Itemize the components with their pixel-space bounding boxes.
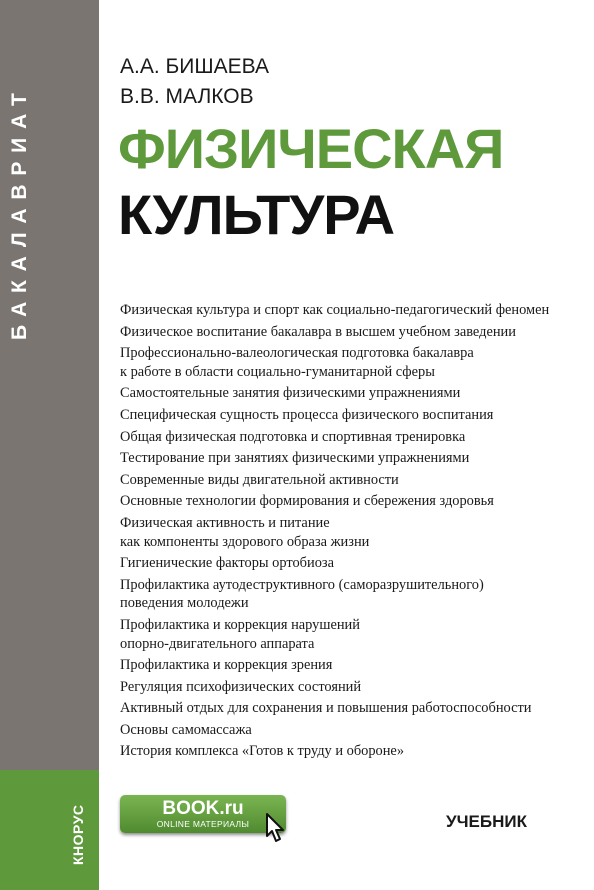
- toc-item-continuation: опорно-двигательного аппарата: [120, 635, 315, 652]
- toc-item: Профилактика аутодеструктивного (саморазрушительного): [120, 576, 484, 593]
- toc-item: Регуляция психофизических состояний: [120, 678, 362, 695]
- book-ru-logo-text: BOOK.ru: [162, 798, 244, 819]
- author-2: В.В. МАЛКОВ: [120, 85, 254, 108]
- toc-item: Физическая культура и спорт как социально-педагогический феномен: [120, 302, 550, 318]
- book-type-label: УЧЕБНИК: [446, 812, 527, 831]
- authors: [120, 52, 269, 112]
- toc-item: Физическое воспитание бакалавра в высшем учебном заведении: [120, 323, 516, 340]
- toc-item: Основные технологии формирования и сбережения здоровья: [120, 493, 494, 510]
- book-ru-button[interactable]: [120, 795, 286, 833]
- toc-item-continuation: к работе в области социально-гуманитарной сферы: [120, 363, 435, 380]
- toc-item: Современные виды двигательной активности: [120, 471, 399, 488]
- book-title: [118, 116, 503, 248]
- online-materials-text: ONLINE МАТЕРИАЛЫ: [156, 819, 250, 829]
- toc-item: Тестирование при занятиях физическими упражнениями: [120, 450, 470, 467]
- title-line-2: КУЛЬТУРА: [118, 183, 395, 246]
- title-line-1: ФИЗИЧЕСКАЯ: [118, 117, 504, 180]
- toc-item-continuation: поведения молодежи: [120, 595, 249, 612]
- toc-item: Гигиенические факторы ортобиоза: [120, 555, 334, 572]
- toc-item: Профессионально-валеологическая подготовка бакалавра: [120, 345, 474, 362]
- toc-item: История комплекса «Готов к труду и обороне»: [120, 743, 405, 760]
- toc-item: Профилактика и коррекция нарушений: [120, 616, 360, 633]
- cursor-arrow-icon: [265, 812, 287, 849]
- toc-item: Профилактика и коррекция зрения: [120, 657, 333, 674]
- toc-item: Общая физическая подготовка и спортивная тренировка: [120, 428, 466, 445]
- toc-item-continuation: как компоненты здорового образа жизни: [120, 533, 370, 550]
- toc-item: Специфическая сущность процесса физического воспитания: [120, 406, 494, 423]
- toc-item: Самостоятельные занятия физическими упражнениями: [120, 385, 461, 402]
- toc-item: Активный отдых для сохранения и повышения работоспособности: [120, 700, 532, 717]
- author-1: А.А. БИШАЕВА: [120, 55, 269, 78]
- toc-item: Физическая активность и питание: [120, 514, 330, 531]
- toc-item: Основы самомассажа: [120, 721, 252, 738]
- contents-list: [120, 301, 588, 761]
